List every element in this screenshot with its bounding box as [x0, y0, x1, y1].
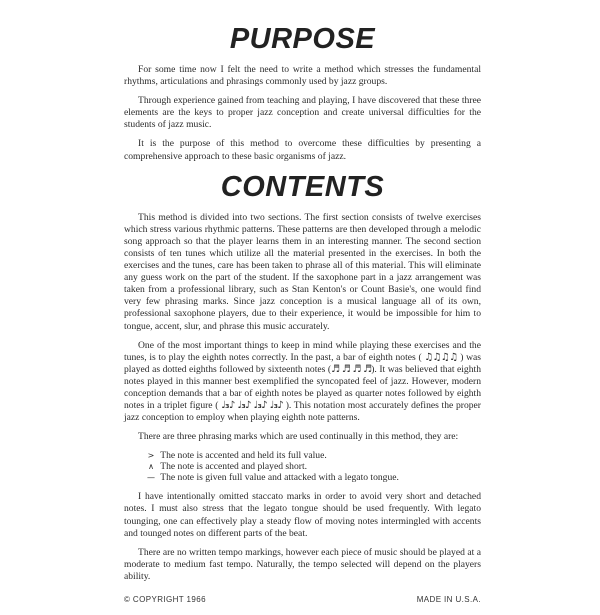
made-in-notice: MADE IN U.S.A.	[416, 595, 481, 604]
mark-description: The note is given full value and attacked with a legato tongue.	[160, 472, 399, 484]
tenuto-mark-icon: —	[147, 473, 155, 483]
purpose-heading: PURPOSE	[229, 23, 376, 55]
phrasing-intro: There are three phrasing marks which are used continually in this method, they are:	[138, 431, 459, 443]
purpose-paragraph: Through experience gained from teaching and playing, I have discovered that these three elements are the keys to proper jazz conception and create universal difficulties for the students of jazz music.	[124, 95, 481, 131]
footer	[124, 595, 481, 605]
document-page	[124, 0, 481, 615]
eighth-notes-icon: ♫♫♫♫	[424, 351, 458, 363]
contents-paragraph: This method is divided into two sections. The first section consists of twelve exercises which stress various rhythmic patterns. These patterns are then developed through a melodic song approach so that the player learns them in an interesting manner. The second section consists of ten tunes which utilize all the material presented in the exercises. In both the exercises and the tunes, care has been taken to phrase all of this material. This will eliminate any guess work on the part of the student. If the saxophone part in a jazz arrangement was taken from a professional library, such as Stan Kenton's or Count Basie's, one would find very few phrasing marks. Since jazz conception is a musical language all of its own, professional saxophone players, due to their experience, it would be impossible for him to tongue, accent, slur, and phrase this music accurately.	[124, 211, 481, 332]
accent-mark-icon: >	[147, 451, 155, 461]
purpose-paragraph: It is the purpose of this method to overcome these difficulties by presenting a comprehensive approach to these basic organisms of jazz.	[124, 138, 481, 162]
text-segment: ). This notation most accurately defines the proper jazz conception to employ when playing eighth note patterns.	[124, 400, 482, 424]
contents-heading: CONTENTS	[220, 170, 385, 203]
text-segment: One of the most important things to keep in mind while playing these exercises and the tunes, is to play the eighth notes correctly. In the past, a bar of eighth notes (	[124, 339, 481, 363]
text-segment: ) was played as dotted eighths followed by sixteenth notes (	[124, 351, 482, 375]
marcato-mark-icon: ∧	[148, 462, 154, 472]
mark-description: The note is accented and held its full value.	[160, 450, 327, 462]
eighth-notes-paragraph	[124, 340, 481, 425]
tempo-paragraph: There are no written tempo markings, however each piece of music should be played at a moderate to medium fast tempo. Naturally, the tempo selected will depend on the players ability.	[124, 546, 481, 582]
triplet-notes-icon: ♩₃♪ ♩₃♪ ♩₃♪ ♩₃♪	[221, 400, 283, 412]
phrasing-mark-legato	[144, 472, 481, 483]
staccato-paragraph: I have intentionally omitted staccato marks in order to avoid very short and detached notes. I must also stress that the legato tongue should be used frequently. With legato tounging, one can effectively play a steady flow of moving notes intermingled with accents and tounged notes on different parts of the beat.	[124, 491, 481, 539]
purpose-paragraph: For some time now I felt the need to write a method which stresses the fundamental rhythms, articulations and phrasings commonly used by jazz groups.	[124, 64, 481, 88]
mark-description: The note is accented and played short.	[160, 461, 308, 473]
phrasing-marks-list	[144, 450, 481, 483]
copyright-notice: © COPYRIGHT 1966	[124, 595, 206, 604]
text-segment: ). It was believed that eighth notes played in this manner best exemplified the syncopated feel of jazz. However, modern conception demands that a bar of eighth notes be played as quarter notes followed by eighth notes in a triplet figure (	[124, 363, 481, 412]
phrasing-mark-accent-held	[144, 450, 481, 461]
dotted-eighth-sixteenth-icon: ♬ ♬ ♬ ♬	[331, 363, 372, 375]
phrasing-mark-accent-short	[144, 461, 481, 472]
